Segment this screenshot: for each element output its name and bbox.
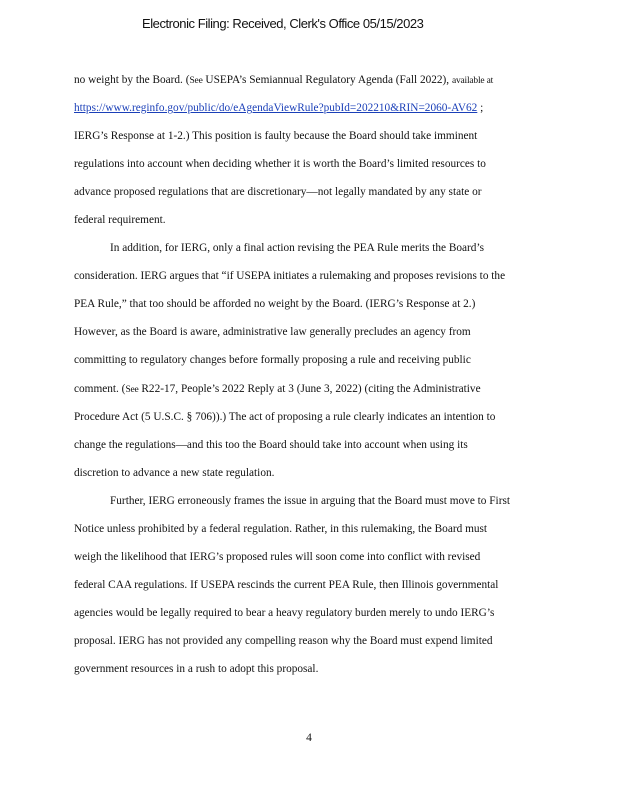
text-line: Further, IERG erroneously frames the issue in arguing that the Board must move to First bbox=[110, 494, 510, 507]
text-line: federal CAA regulations. If USEPA rescinds the current PEA Rule, then Illinois governmental bbox=[74, 578, 499, 591]
signal-available-at: available at bbox=[451, 76, 494, 86]
signal-see: See bbox=[125, 384, 139, 395]
text-line bbox=[74, 66, 546, 94]
electronic-filing-stamp: Electronic Filing: Received, Clerk's Office 05/15/2023 bbox=[142, 16, 424, 31]
text-line: PEA Rule,” that too should be afforded no weight by the Board. (IERG’s Response at 2.) bbox=[74, 298, 476, 311]
page-number: 4 bbox=[306, 732, 312, 744]
paragraph-3 bbox=[74, 487, 546, 683]
text-line: agencies would be legally required to bear a heavy regulatory burden merely to undo IERG’s bbox=[74, 606, 495, 619]
text-line: Notice unless prohibited by a federal regulation. Rather, in this rulemaking, the Board must bbox=[74, 522, 488, 535]
text-line: In addition, for IERG, only a final action revising the PEA Rule merits the Board’s bbox=[110, 242, 484, 255]
text-line: discretion to advance a new state regulation. bbox=[74, 466, 275, 479]
text-line bbox=[74, 375, 546, 403]
signal-see: See bbox=[189, 76, 203, 86]
text-line: weigh the likelihood that IERG’s proposed rules will soon come into conflict with revised bbox=[74, 550, 481, 563]
text-run: R22-17, People’s 2022 Reply at 3 (June 3, 2022) (citing the Administrative bbox=[138, 382, 481, 395]
document-body bbox=[74, 66, 546, 683]
paragraph-2 bbox=[74, 234, 546, 486]
text-line: regulations into account when deciding whether it is worth the Board’s limited resources to bbox=[74, 158, 486, 171]
text-run: ; bbox=[477, 102, 484, 115]
reginfo-link[interactable]: https://www.reginfo.gov/public/do/eAgendaViewRule?pubId=202210&RIN=2060-AV62 bbox=[74, 102, 478, 115]
text-run: comment. ( bbox=[74, 382, 126, 395]
text-line bbox=[74, 94, 546, 122]
text-line: government resources in a rush to adopt this proposal. bbox=[74, 662, 319, 675]
text-line: change the regulations—and this too the Board should take into account when using its bbox=[74, 438, 468, 451]
text-run: USEPA’s Semiannual Regulatory Agenda (Fall 2022), bbox=[202, 74, 452, 86]
text-line: IERG’s Response at 1-2.) This position is faulty because the Board should take imminent bbox=[74, 130, 478, 143]
text-line: federal requirement. bbox=[74, 214, 166, 227]
text-run: no weight by the Board. ( bbox=[74, 74, 190, 86]
paragraph-1 bbox=[74, 66, 546, 234]
text-line: consideration. IERG argues that “if USEPA initiates a rulemaking and proposes revisions to the bbox=[74, 270, 506, 283]
text-line: proposal. IERG has not provided any compelling reason why the Board must expend limited bbox=[74, 634, 493, 647]
text-line: However, as the Board is aware, administrative law generally precludes an agency from bbox=[74, 326, 471, 339]
text-line: advance proposed regulations that are discretionary—not legally mandated by any state or bbox=[74, 186, 482, 199]
text-line: Procedure Act (5 U.S.C. § 706)).) The act of proposing a rule clearly indicates an intention to bbox=[74, 410, 496, 423]
text-line: committing to regulatory changes before formally proposing a rule and receiving public bbox=[74, 354, 471, 367]
